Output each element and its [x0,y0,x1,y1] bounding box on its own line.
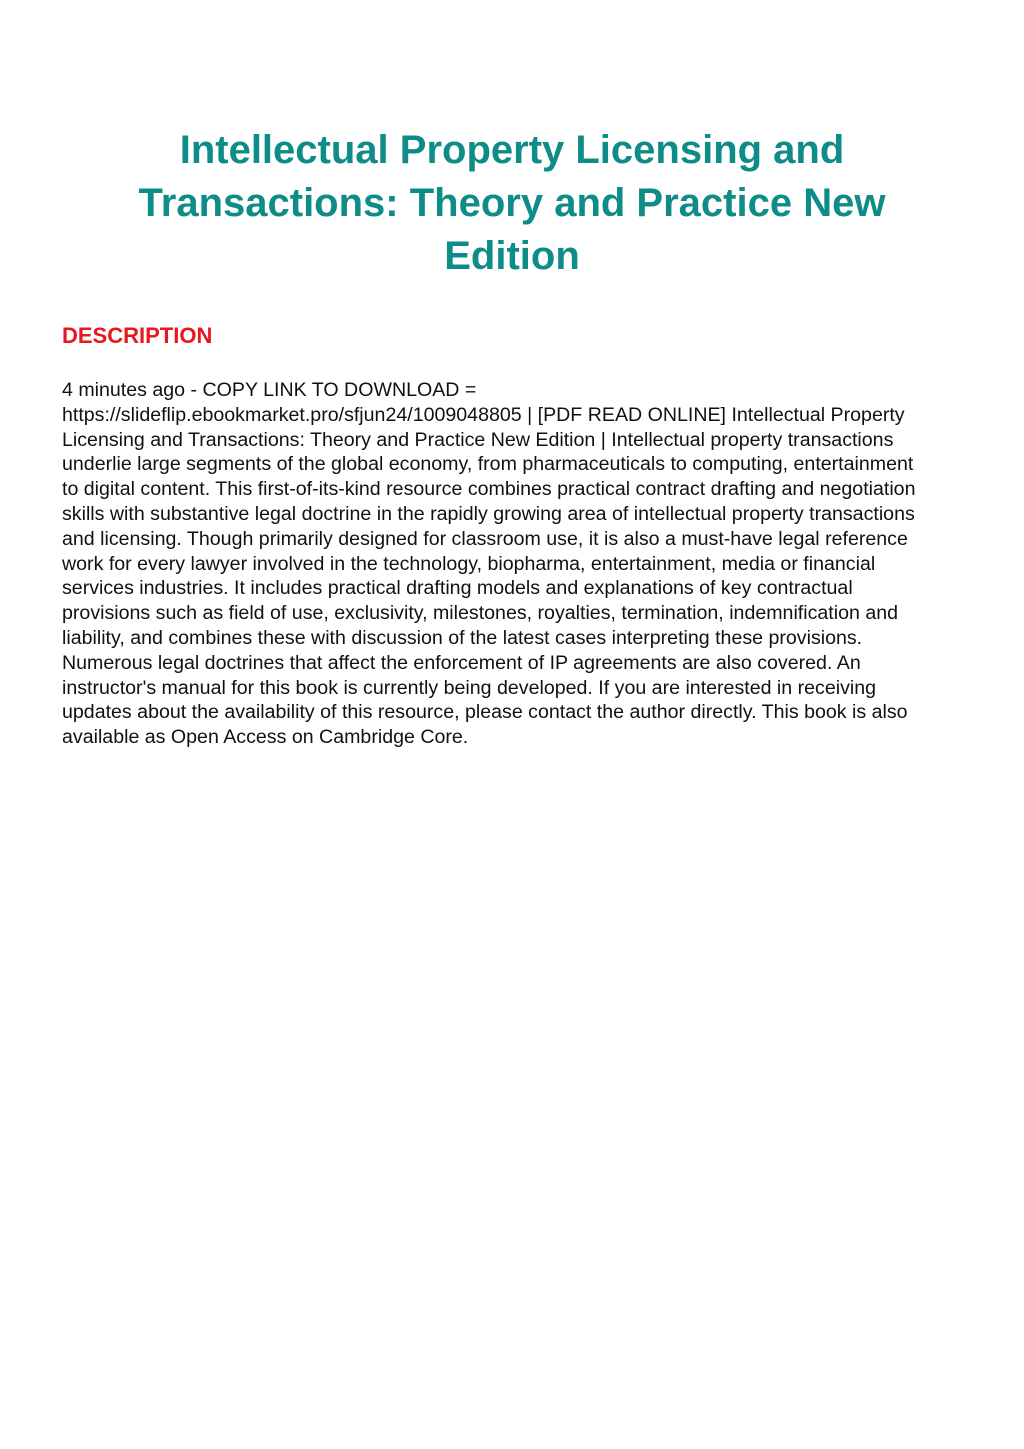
page-title: Intellectual Property Licensing and Transactions: Theory and Practice New Edition [138,128,886,278]
description-heading: DESCRIPTION [62,323,213,348]
description-text: 4 minutes ago - COPY LINK TO DOWNLOAD = https://slideflip.ebookmarket.pro/sfjun24/1009048805 | [PDF READ ONLINE] Intellectual Property Licensing and Transactions: Theory and Practice New Edition | Intellectual property transactions underlie large segments of the global economy, from pharmaceuticals to computing, entertainment to digital content. This first-of-its-kind resource combines practical contract drafting and negotiation skills with substantive legal doctrine in the rapidly growing area of intellectual property transactions and licensing. Though primarily designed for classroom use, it is also a must-have legal reference work for every lawyer involved in the technology, biopharma, entertainment, media or financial services industries. It includes practical drafting models and explanations of key contractual provisions such as field of use, exclusivity, milestones, royalties, termination, indemnification and liability, and combines these with discussion of the latest cases interpreting these provisions. Numerous legal doctrines that affect the enforcement of IP agreements are also covered. An instructor's manual for this book is currently being developed. If you are interested in receiving updates about the availability of this resource, please contact the author directly. This book is also available as Open Access on Cambridge Core. [62,379,916,749]
